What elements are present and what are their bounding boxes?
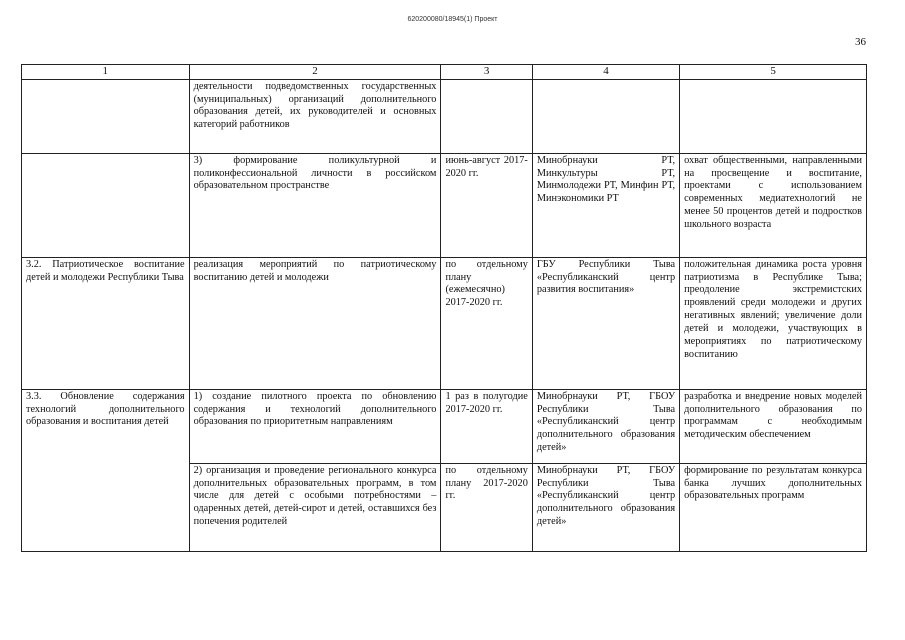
table-row [22,257,867,389]
column-header: 2 [189,65,441,80]
table-cell [22,153,190,257]
column-header: 3 [441,65,532,80]
table-cell [22,79,190,153]
table-header-row [22,65,867,80]
table-cell: по отдельному плану (ежемесячно) 2017-2020 гг. [441,257,532,389]
table-cell [441,79,532,153]
table-cell: деятельности подведомственных государственных (муниципальных) организаций дополнительного образования детей, их руководителей и основных категорий работников [189,79,441,153]
table-row [22,153,867,257]
table-cell: 3) формирование поликультурной и поликонфессиональной личности в российском образовательном пространстве [189,153,441,257]
table-cell: положительная динамика роста уровня патриотизма в Республике Тыва; преодоление экстремистских проявлений среди молодежи и других негативных явлений; увеличение доли детей и молодежи, участвующих в мероприятиях по патриотическому воспитанию [680,257,867,389]
table-cell: охват общественными, направленными на просвещение и воспитание, проектами с использованием современных медиатехнологий не менее 50 процентов детей и подростков школьного возраста [680,153,867,257]
table-cell: 3.3. Обновление содержания технологий дополнительного образования и воспитания детей [22,389,190,551]
table-cell: 2) организация и проведение регионального конкурса дополнительных образовательных программ, в том числе для детей с особыми потребностями – одаренных детей, детей-сирот и детей, оставшихся без попечения родителей [189,463,441,551]
table-cell: разработка и внедрение новых моделей дополнительного образования по программам с необходимым методическим обеспечением [680,389,867,463]
table-cell: ГБУ Республики Тыва «Республиканский центр развития воспитания» [532,257,679,389]
table-cell: 3.2. Патриотическое воспитание детей и молодежи Республики Тыва [22,257,190,389]
table-cell [532,79,679,153]
page-number: 36 [855,36,866,48]
column-header: 1 [22,65,190,80]
table-row [22,389,867,463]
column-header: 4 [532,65,679,80]
table-cell: 1) создание пилотного проекта по обновлению содержания и технологий дополнительного образования по приоритетным направлениям [189,389,441,463]
table-cell: июнь-август 2017-2020 гг. [441,153,532,257]
table-cell: формирование по результатам конкурса банка лучших дополнительных образовательных программ [680,463,867,551]
table-cell: Минобрнауки РТ, Минкультуры РТ, Минмолодежи РТ, Минфин РТ, Минэкономики РТ [532,153,679,257]
table-cell: 1 раз в полугодие 2017-2020 гг. [441,389,532,463]
table-cell [680,79,867,153]
table-cell: реализация мероприятий по патриотическому воспитанию детей и молодежи [189,257,441,389]
column-header: 5 [680,65,867,80]
table-row [22,79,867,153]
document-id: 620200080/18945(1) Проект [407,16,498,23]
table-cell: по отдельному плану 2017-2020 гг. [441,463,532,551]
table-cell: Минобрнауки РТ, ГБОУ Республики Тыва «Республиканский центр дополнительного образования детей» [532,463,679,551]
plan-table [21,64,867,552]
table-cell: Минобрнауки РТ, ГБОУ Республики Тыва «Республиканский центр дополнительного образования детей» [532,389,679,463]
